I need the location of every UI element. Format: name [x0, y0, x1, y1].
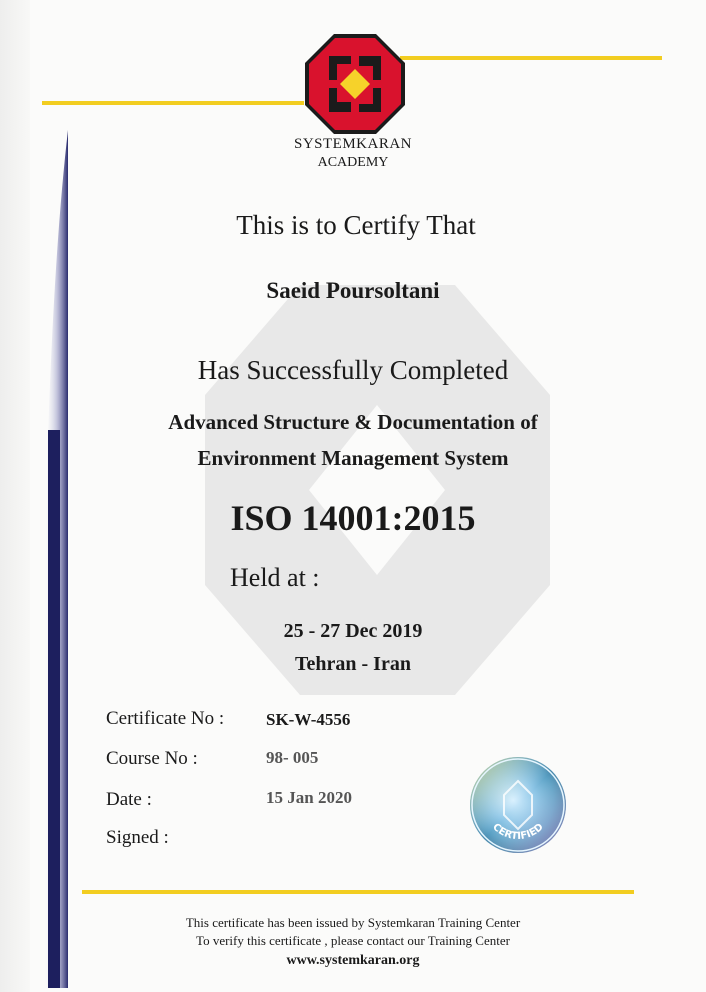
footer-website[interactable]: www.systemkaran.org — [286, 953, 420, 968]
completed-statement: Has Successfully Completed — [197, 355, 509, 385]
top-left-yellow-line — [42, 101, 304, 105]
iso-standard: ISO 14001:2015 — [230, 498, 476, 538]
course-title-line-1: Advanced Structure & Documentation of — [168, 410, 538, 434]
event-dates: 25 - 27 Dec 2019 — [283, 620, 423, 642]
bottom-yellow-line — [82, 890, 634, 894]
brand-name: SYSTEMKARAN — [293, 136, 412, 152]
signed-label: Signed : — [106, 827, 169, 848]
course-number-value: 98- 005 — [266, 748, 319, 767]
course-number-label: Course No : — [106, 748, 198, 769]
course-title-line-2: Environment Management System — [197, 446, 509, 470]
top-right-yellow-line — [400, 56, 662, 60]
hologram-seal-icon — [468, 755, 568, 855]
held-at-label: Held at : — [230, 563, 320, 592]
certificate-number-label: Certificate No : — [106, 708, 225, 729]
brand-subtitle: ACADEMY — [317, 155, 389, 170]
seal-text: CERTIFIED — [490, 821, 546, 843]
systemkaran-logo-icon — [305, 34, 405, 134]
event-location: Tehran - Iran — [295, 653, 411, 675]
certificate-number-value: SK-W-4556 — [266, 710, 351, 729]
footer-issued-by: This certificate has been issued by Systemkaran Training Center — [185, 915, 521, 930]
certify-intro: This is to Certify That — [236, 210, 476, 240]
recipient-name: Saeid Poursoltani — [266, 278, 440, 303]
date-label: Date : — [106, 789, 152, 810]
date-value: 15 Jan 2020 — [266, 788, 352, 807]
footer-verify-note: To verify this certificate , please contact our Training Center — [196, 933, 510, 948]
left-decorative-bar — [34, 130, 68, 988]
